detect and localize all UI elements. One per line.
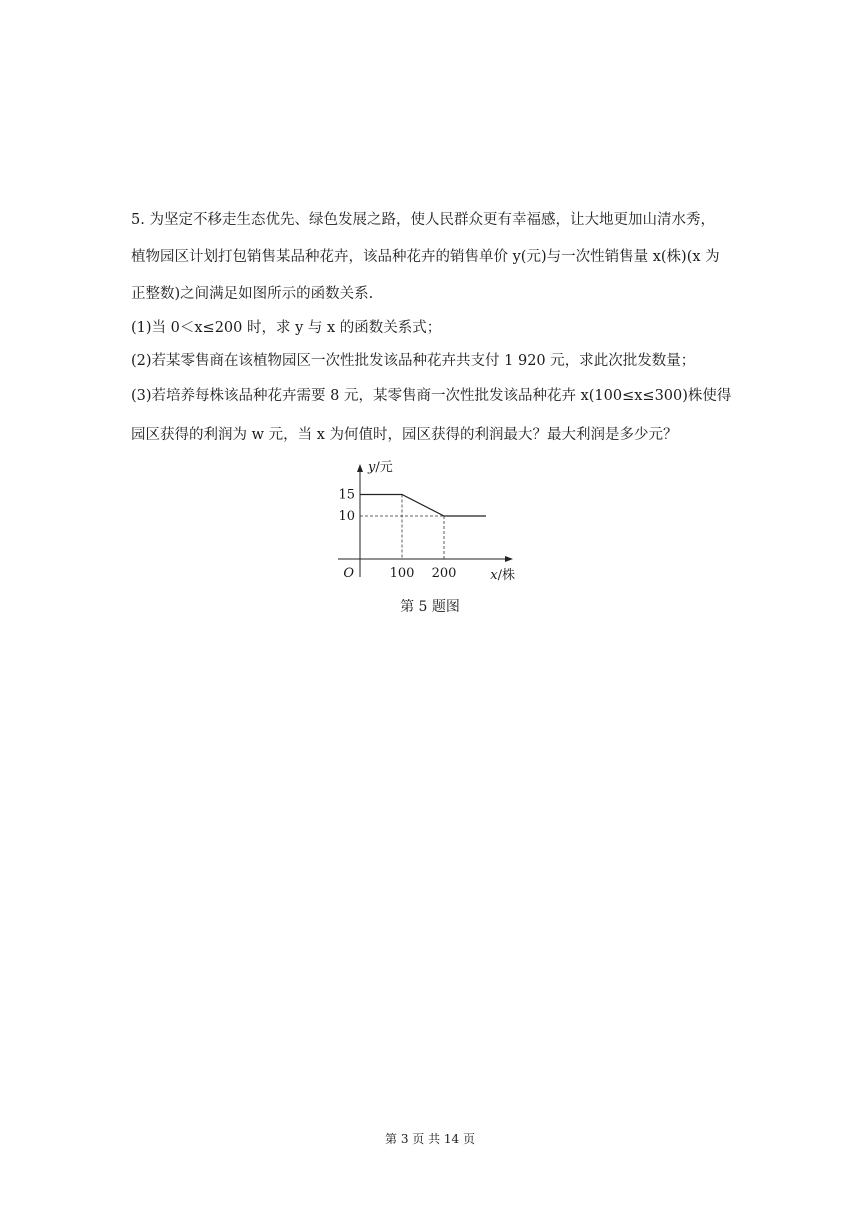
origin-label: O <box>343 566 354 581</box>
y-axis-label: y/元 <box>368 460 393 475</box>
question-2: (2)若某零售商在该植物园区一次性批发该品种花卉共支付 1 920 元，求此次批发数量； <box>131 353 696 369</box>
x-axis-label: x/株 <box>490 568 515 583</box>
chart-svg <box>330 455 530 585</box>
series-line <box>360 495 486 517</box>
question-3: (3)若培养每株该品种花卉需要 8 元，某零售商一次性批发该品种花卉 x(100≤x≤300)株使得 <box>131 388 732 404</box>
x-tick-label: 200 <box>431 566 457 581</box>
question-3-continued: 园区获得的利润为 w 元，当 x 为何值时，园区获得的利润最大？最大利润是多少元？ <box>131 427 678 443</box>
y-tick-label: 10 <box>338 509 355 524</box>
function-graph <box>330 455 530 589</box>
problem-line: 正整数)之间满足如图所示的函数关系. <box>131 286 374 302</box>
y-axis-arrow <box>357 464 363 472</box>
problem-line: 5. 为坚定不移走生态优先、绿色发展之路，使人民群众更有幸福感，让大地更加山清水秀， <box>131 212 715 228</box>
page-footer: 第 3 页 共 14 页 <box>385 1132 475 1146</box>
y-tick-label: 15 <box>338 487 355 503</box>
x-tick-label: 100 <box>389 566 415 581</box>
question-1: (1)当 0＜x≤200 时，求 y 与 x 的函数关系式； <box>131 320 442 336</box>
figure-caption: 第 5 题图 <box>400 599 460 615</box>
problem-line: 植物园区计划打包销售某品种花卉，该品种花卉的销售单价 y(元)与一次性销售量 x(株)(x 为 <box>131 249 720 265</box>
x-axis-arrow <box>505 556 513 562</box>
